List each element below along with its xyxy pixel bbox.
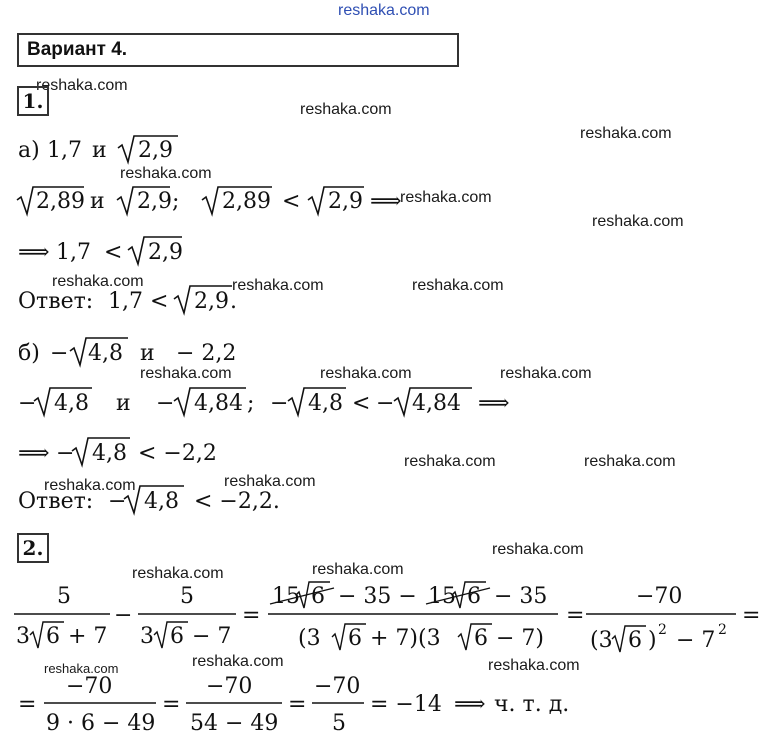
svg-text:а): а) — [18, 138, 40, 163]
svg-text:+ 7: + 7 — [68, 624, 108, 649]
watermark: reshaka.com — [404, 453, 496, 470]
svg-text:⟹: ⟹ — [18, 240, 50, 265]
svg-text:4,84: 4,84 — [194, 391, 243, 416]
fraction-2 — [138, 584, 236, 649]
svg-text:−: − — [18, 391, 37, 416]
watermark: reshaka.com — [584, 453, 676, 470]
svg-text:⟹: ⟹ — [18, 441, 50, 466]
svg-text:−70: −70 — [636, 584, 683, 609]
watermark: reshaka.com — [140, 365, 232, 382]
watermark: reshaka.com — [44, 661, 119, 676]
svg-text:1,7: 1,7 — [108, 289, 143, 314]
qed-text: ч. т. д. — [494, 692, 570, 717]
watermark: reshaka.com — [400, 189, 492, 206]
task-number-1: 1. — [17, 86, 49, 116]
watermark: reshaka.com — [312, 561, 404, 578]
svg-text:15: 15 — [428, 584, 456, 609]
svg-text:<: < — [352, 391, 371, 416]
svg-text:5: 5 — [180, 584, 194, 609]
watermark: reshaka.com — [492, 541, 584, 558]
svg-text:2,9: 2,9 — [328, 189, 363, 214]
svg-text:− 7: − 7 — [676, 628, 716, 653]
svg-text:и: и — [140, 341, 155, 366]
svg-text:2: 2 — [658, 622, 667, 638]
svg-text:3: 3 — [140, 624, 154, 649]
equals-sign: = — [566, 603, 585, 628]
svg-text:6: 6 — [170, 624, 184, 649]
watermark: reshaka.com — [120, 165, 212, 182]
svg-text:−: − — [156, 391, 175, 416]
svg-text:< −2,2.: < −2,2. — [194, 489, 280, 514]
watermark: reshaka.com — [580, 125, 672, 142]
svg-text:4,8: 4,8 — [308, 391, 343, 416]
equals-sign: = — [288, 692, 307, 717]
watermark: reshaka.com — [232, 277, 324, 294]
svg-text:4,84: 4,84 — [412, 391, 461, 416]
svg-text:<: < — [104, 240, 123, 265]
svg-text:б): б) — [18, 341, 40, 366]
equals-sign: = — [18, 692, 37, 717]
minus-sign: − — [114, 603, 133, 628]
svg-text:− 2,2: − 2,2 — [176, 341, 237, 366]
svg-text:(3: (3 — [298, 626, 321, 651]
svg-text:Ответ:: Ответ: — [18, 289, 94, 314]
svg-text:и: и — [92, 138, 107, 163]
svg-text:− 7: − 7 — [192, 624, 232, 649]
svg-text:< −2,2: < −2,2 — [138, 441, 217, 466]
svg-text:Ответ:: Ответ: — [18, 489, 94, 514]
fraction-3 — [268, 582, 558, 651]
watermark: reshaka.com — [36, 77, 128, 94]
watermark: reshaka.com — [224, 473, 316, 490]
svg-text:+ 7)(3: + 7)(3 — [370, 626, 441, 651]
svg-text:4,8: 4,8 — [88, 341, 123, 366]
svg-text:1,7: 1,7 — [47, 138, 82, 163]
svg-text:5: 5 — [57, 584, 71, 609]
svg-text:2: 2 — [718, 622, 727, 638]
variant-heading: Вариант 4. — [27, 39, 128, 60]
svg-text:−: − — [270, 391, 289, 416]
watermark: reshaka.com — [132, 565, 224, 582]
svg-text:− 35 −: − 35 − — [338, 584, 417, 609]
svg-text:6: 6 — [311, 584, 325, 609]
fraction-7 — [312, 674, 364, 736]
svg-text:.: . — [230, 289, 237, 314]
svg-text:−70: −70 — [314, 674, 361, 699]
svg-text:(3: (3 — [590, 628, 613, 653]
svg-text:3: 3 — [16, 624, 30, 649]
svg-text:15: 15 — [272, 584, 300, 609]
svg-text:<: < — [150, 289, 169, 314]
svg-text:9 · 6 − 49: 9 · 6 − 49 — [46, 711, 156, 736]
svg-text:− 7): − 7) — [496, 626, 545, 651]
svg-text:⟹: ⟹ — [370, 189, 402, 214]
svg-text:6: 6 — [467, 584, 481, 609]
svg-text:4,8: 4,8 — [144, 489, 179, 514]
watermark: reshaka.com — [192, 653, 284, 670]
watermark: reshaka.com — [52, 273, 144, 290]
svg-text:и: и — [116, 391, 131, 416]
svg-text:2,9: 2,9 — [137, 189, 172, 214]
fraction-4 — [586, 584, 736, 653]
implies-arrow: ⟹ — [454, 692, 486, 717]
svg-text:6: 6 — [628, 628, 642, 653]
watermark: reshaka.com — [592, 213, 684, 230]
svg-text:и: и — [90, 189, 105, 214]
svg-text:1,7: 1,7 — [56, 240, 91, 265]
watermark: reshaka.com — [488, 657, 580, 674]
svg-text:4,8: 4,8 — [54, 391, 89, 416]
svg-text:−: − — [376, 391, 395, 416]
fraction-6 — [186, 674, 282, 736]
svg-text:6: 6 — [474, 626, 488, 651]
svg-text:54 − 49: 54 − 49 — [190, 711, 279, 736]
svg-text:4,8: 4,8 — [92, 441, 127, 466]
svg-text:−: − — [108, 489, 127, 514]
task-number-2: 2. — [17, 533, 49, 563]
fraction-5 — [44, 674, 156, 736]
watermark: reshaka.com — [320, 365, 412, 382]
svg-text:− 35: − 35 — [494, 584, 548, 609]
svg-text:2,9: 2,9 — [148, 240, 183, 265]
svg-text:): ) — [648, 628, 657, 653]
watermark: reshaka.com — [44, 477, 136, 494]
svg-text:;: ; — [247, 391, 255, 416]
svg-text:2,89: 2,89 — [36, 189, 85, 214]
watermark: reshaka.com — [338, 2, 430, 19]
fraction-1 — [14, 584, 110, 649]
svg-text:−70: −70 — [66, 674, 113, 699]
svg-text:<: < — [282, 189, 301, 214]
watermark: reshaka.com — [500, 365, 592, 382]
equals-sign: = — [742, 603, 761, 628]
svg-text:2,9: 2,9 — [138, 138, 173, 163]
svg-text:⟹: ⟹ — [478, 391, 510, 416]
svg-text:−: − — [50, 341, 69, 366]
svg-text:6: 6 — [348, 626, 362, 651]
equals-sign: = — [162, 692, 181, 717]
svg-text:−: − — [56, 441, 75, 466]
svg-text:−70: −70 — [206, 674, 253, 699]
svg-text:2,89: 2,89 — [222, 189, 271, 214]
equals-sign: = — [242, 603, 261, 628]
svg-text:;: ; — [172, 189, 180, 214]
result-value: = −14 — [370, 692, 442, 717]
watermark: reshaka.com — [300, 101, 392, 118]
svg-text:2,9: 2,9 — [194, 289, 229, 314]
watermark: reshaka.com — [412, 277, 504, 294]
svg-text:5: 5 — [332, 711, 346, 736]
svg-text:6: 6 — [46, 624, 60, 649]
